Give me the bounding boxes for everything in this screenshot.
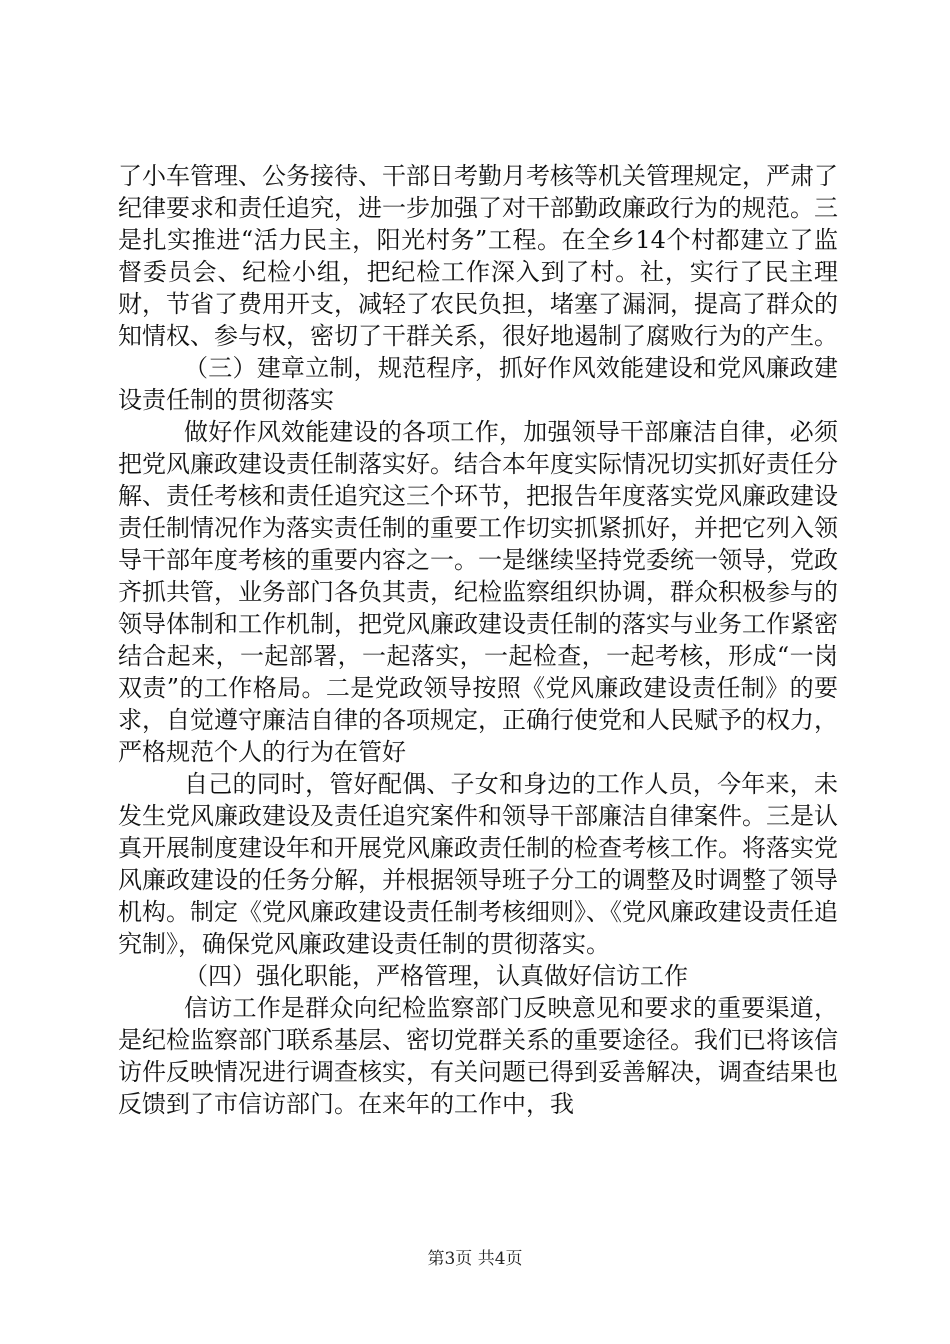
section-heading-4: （四）强化职能，严格管理，认真做好信访工作 <box>184 962 688 990</box>
section-heading-3: （三）建章立制，规范程序，抓好作风效能建设和党风廉政建设责任制的贯彻落实 <box>118 354 838 414</box>
page-number-footer: 第3页 共4页 <box>427 1249 523 1269</box>
paragraph-petition-work: 信访工作是群众向纪检监察部门反映意见和要求的重要渠道，是纪检监察部门联系基层、密切党群关系的重要途径。我们已将该信访件反映情况进行调查核实，有关问题已得到妥善解决，调查结果也反馈到了市信访部门。在来年的工作中，我 <box>118 994 838 1118</box>
paragraph-self-discipline: 自己的同时，管好配偶、子女和身边的工作人员，今年来，未发生党风廉政建设及责任追究案件和领导干部廉洁自律案件。三是认真开展制度建设年和开展党风廉政责任制的检查考核工作。将落实党风廉政建设的任务分解，并根据领导班子分工的调整及时调整了领导机构。制定《党风廉政建设责任制考核细则》、《党风廉政建设责任追究制》，确保党风廉政建设责任制的贯彻落实。 <box>118 770 838 958</box>
paragraph-continuation: 了小车管理、公务接待、干部日考勤月考核等机关管理规定，严肃了纪律要求和责任追究，进一步加强了对干部勤政廉政行为的规范。三是扎实推进“活力民主，阳光村务”工程。在全乡14个村都建立了监督委员会、纪检小组，把纪检工作深入到了村。社，实行了民主理财，节省了费用开支，减轻了农民负担，堵塞了漏洞，提高了群众的知情权、参与权，密切了干群关系，很好地遏制了腐败行为的产生。 <box>118 162 838 350</box>
paragraph-responsibility-system: 做好作风效能建设的各项工作，加强领导干部廉洁自律，必须把党风廉政建设责任制落实好。结合本年度实际情况切实抓好责任分解、责任考核和责任追究这三个环节，把报告年度落实党风廉政建设责任制情况作为落实责任制的重要工作切实抓紧抓好，并把它列入领导干部年度考核的重要内容之一。一是继续坚持党委统一领导，党政齐抓共管，业务部门各负其责，纪检监察组织协调，群众积极参与的领导体制和工作机制，把党风廉政建设责任制的落实与业务工作紧密结合起来，一起部署，一起落实，一起检查，一起考核，形成“一岗双责”的工作格局。二是党政领导按照《党风廉政建设责任制》的要求，自觉遵守廉洁自律的各项规定，正确行使党和人民赋予的权力，严格规范个人的行为在管好 <box>118 418 838 766</box>
document-body <box>118 160 838 1120</box>
